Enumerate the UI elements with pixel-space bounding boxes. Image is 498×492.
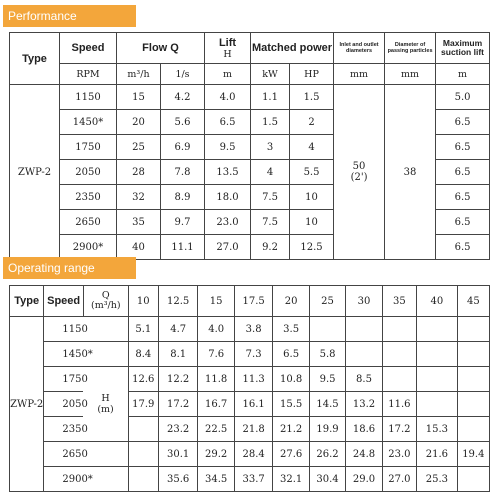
lift-cell: 23.0: [205, 210, 251, 235]
lift-unit: m: [205, 64, 251, 85]
table-row: [10, 317, 490, 342]
value-cell: [457, 367, 489, 392]
table-row: [10, 342, 490, 367]
value-cell: [457, 392, 489, 417]
value-cell: 21.2: [273, 417, 309, 442]
suction-cell: 6.5: [436, 185, 490, 210]
flow-col: 17.5: [234, 286, 273, 317]
lift-label: Lift: [218, 36, 237, 49]
type-header: Type: [10, 33, 60, 85]
hp-cell: 5.5: [290, 160, 334, 185]
value-cell: 16.7: [198, 392, 234, 417]
lift-cell: 6.5: [205, 110, 251, 135]
value-cell: 19.9: [309, 417, 345, 442]
flow-col: 40: [417, 286, 458, 317]
value-cell: [417, 317, 458, 342]
lift-symbol: H: [223, 48, 232, 60]
inlet-header: Inlet and outlet diameters: [334, 33, 385, 64]
inlet-value-mm: 50: [352, 161, 366, 172]
hp-cell: 4: [290, 135, 334, 160]
kw-cell: 3: [251, 135, 290, 160]
value-cell: 15.5: [273, 392, 309, 417]
value-cell: 8.5: [346, 367, 382, 392]
flow-ls-cell: 4.2: [161, 85, 205, 110]
hp-cell: 2: [290, 110, 334, 135]
value-cell: 7.6: [198, 342, 234, 367]
h-label: H: [101, 393, 110, 404]
kw-cell: 7.5: [251, 185, 290, 210]
flow-ls-cell: 8.9: [161, 185, 205, 210]
passing-value: 38: [385, 85, 436, 260]
kw-cell: 1.1: [251, 85, 290, 110]
lift-cell: 13.5: [205, 160, 251, 185]
speed-cell: 2650: [44, 442, 128, 467]
value-cell: 34.5: [198, 467, 234, 492]
passing-header: Diameter of passing particles: [385, 33, 436, 64]
value-cell: [382, 317, 416, 342]
value-cell: 33.7: [234, 467, 273, 492]
flow-col: 30: [346, 286, 382, 317]
value-cell: [417, 367, 458, 392]
value-cell: 35.6: [158, 467, 198, 492]
flow-m3h-cell: 20: [117, 110, 161, 135]
value-cell: [457, 467, 489, 492]
value-cell: 16.1: [234, 392, 273, 417]
value-cell: [346, 342, 382, 367]
value-cell: 13.2: [346, 392, 382, 417]
value-cell: [382, 367, 416, 392]
value-cell: 26.2: [309, 442, 345, 467]
value-cell: 25.3: [417, 467, 458, 492]
value-cell: 29.0: [346, 467, 382, 492]
value-cell: 21.8: [234, 417, 273, 442]
value-cell: [128, 467, 158, 492]
value-cell: [457, 417, 489, 442]
h-header: [83, 367, 128, 442]
flow-m3h-cell: 32: [117, 185, 161, 210]
suction-unit: m: [436, 64, 490, 85]
value-cell: 7.3: [234, 342, 273, 367]
value-cell: 32.1: [273, 467, 309, 492]
speed-cell: 2050: [60, 160, 117, 185]
value-cell: 22.5: [198, 417, 234, 442]
flow-col: 20: [273, 286, 309, 317]
performance-unit-row: [10, 64, 490, 85]
value-cell: 27.0: [382, 467, 416, 492]
flow-m3h-cell: 15: [117, 85, 161, 110]
speed-cell: 1450*: [44, 342, 128, 367]
suction-cell: 6.5: [436, 160, 490, 185]
power-header: Matched power: [251, 33, 334, 64]
lift-cell: 4.0: [205, 85, 251, 110]
flow-col: 35: [382, 286, 416, 317]
speed-cell: 2050: [44, 392, 84, 417]
q-unit: (m³/h): [91, 300, 121, 311]
speed-header: Speed: [60, 33, 117, 64]
flow-ls-cell: 5.6: [161, 110, 205, 135]
inlet-value: [334, 85, 385, 260]
type-value: ZWP-2: [10, 317, 44, 492]
power-unit-hp: HP: [290, 64, 334, 85]
value-cell: 17.9: [128, 392, 158, 417]
flow-ls-cell: 6.9: [161, 135, 205, 160]
speed-cell: 2650: [60, 210, 117, 235]
passing-unit: mm: [385, 64, 436, 85]
table-row: [10, 417, 490, 442]
lift-header: [205, 33, 251, 64]
flow-ls-cell: 9.7: [161, 210, 205, 235]
value-cell: 4.7: [158, 317, 198, 342]
value-cell: 8.4: [128, 342, 158, 367]
value-cell: [128, 442, 158, 467]
speed-cell: 1150: [60, 85, 117, 110]
value-cell: [457, 342, 489, 367]
value-cell: 17.2: [382, 417, 416, 442]
suction-cell: 5.0: [436, 85, 490, 110]
value-cell: [128, 417, 158, 442]
value-cell: 23.0: [382, 442, 416, 467]
value-cell: 17.2: [158, 392, 198, 417]
hp-cell: 1.5: [290, 85, 334, 110]
lift-cell: 27.0: [205, 235, 251, 260]
value-cell: 9.5: [309, 367, 345, 392]
value-cell: [457, 317, 489, 342]
speed-cell: 2900*: [44, 467, 128, 492]
value-cell: 12.2: [158, 367, 198, 392]
speed-cell: 1750: [60, 135, 117, 160]
value-cell: 12.6: [128, 367, 158, 392]
power-unit-kw: kW: [251, 64, 290, 85]
kw-cell: 7.5: [251, 210, 290, 235]
operating-section-title: Operating range: [3, 257, 136, 279]
type-value: ZWP-2: [10, 85, 60, 260]
speed-unit: RPM: [60, 64, 117, 85]
value-cell: 11.8: [198, 367, 234, 392]
flow-m3h-cell: 28: [117, 160, 161, 185]
flow-header: Flow Q: [117, 33, 205, 64]
performance-header-row: [10, 33, 490, 64]
operating-table: [9, 285, 490, 492]
value-cell: 30.1: [158, 442, 198, 467]
value-cell: 11.6: [382, 392, 416, 417]
type-header: Type: [10, 286, 44, 317]
performance-table: [9, 32, 490, 260]
q-header: [83, 286, 128, 317]
value-cell: 15.3: [417, 417, 458, 442]
flow-col: 12.5: [158, 286, 198, 317]
value-cell: 3.8: [234, 317, 273, 342]
suction-cell: 6.5: [436, 135, 490, 160]
value-cell: 8.1: [158, 342, 198, 367]
hp-cell: 10: [290, 185, 334, 210]
value-cell: 29.2: [198, 442, 234, 467]
kw-cell: 1.5: [251, 110, 290, 135]
speed-cell: 1450*: [60, 110, 117, 135]
value-cell: [382, 342, 416, 367]
value-cell: [309, 317, 345, 342]
flow-m3h-cell: 40: [117, 235, 161, 260]
value-cell: 19.4: [457, 442, 489, 467]
flow-col: 15: [198, 286, 234, 317]
speed-cell: 1150: [44, 317, 128, 342]
suction-cell: 6.5: [436, 210, 490, 235]
value-cell: 6.5: [273, 342, 309, 367]
value-cell: 24.8: [346, 442, 382, 467]
speed-cell: 2350: [44, 417, 84, 442]
value-cell: 28.4: [234, 442, 273, 467]
value-cell: 21.6: [417, 442, 458, 467]
flow-unit-ls: 1/s: [161, 64, 205, 85]
flow-ls-cell: 7.8: [161, 160, 205, 185]
suction-cell: 6.5: [436, 110, 490, 135]
flow-col: 45: [457, 286, 489, 317]
value-cell: 30.4: [309, 467, 345, 492]
value-cell: [417, 392, 458, 417]
inlet-value-inch: (2'): [350, 172, 368, 183]
value-cell: 5.8: [309, 342, 345, 367]
value-cell: 27.6: [273, 442, 309, 467]
kw-cell: 4: [251, 160, 290, 185]
speed-cell: 2350: [60, 185, 117, 210]
hp-cell: 12.5: [290, 235, 334, 260]
kw-cell: 9.2: [251, 235, 290, 260]
suction-header: Maximum suction lift: [436, 33, 490, 64]
value-cell: 11.3: [234, 367, 273, 392]
value-cell: [346, 317, 382, 342]
table-row: [10, 467, 490, 492]
inlet-unit: mm: [334, 64, 385, 85]
speed-header: Speed: [44, 286, 84, 317]
operating-header-row: [10, 286, 490, 317]
table-row: [10, 392, 490, 417]
value-cell: [417, 342, 458, 367]
suction-cell: 6.5: [436, 235, 490, 260]
flow-col: 25: [309, 286, 345, 317]
hp-cell: 10: [290, 210, 334, 235]
value-cell: 18.6: [346, 417, 382, 442]
performance-section-title: Performance parameters: [3, 5, 136, 27]
value-cell: 4.0: [198, 317, 234, 342]
value-cell: 3.5: [273, 317, 309, 342]
h-unit: (m): [97, 404, 114, 415]
lift-cell: 9.5: [205, 135, 251, 160]
flow-col: 10: [128, 286, 158, 317]
flow-unit-m3h: m³/h: [117, 64, 161, 85]
table-row: [10, 442, 490, 467]
speed-cell: 2900*: [60, 235, 117, 260]
flow-m3h-cell: 35: [117, 210, 161, 235]
lift-cell: 18.0: [205, 185, 251, 210]
table-row: [10, 367, 490, 392]
value-cell: 10.8: [273, 367, 309, 392]
value-cell: 14.5: [309, 392, 345, 417]
speed-cell: 1750: [44, 367, 84, 392]
q-label: Q: [101, 290, 110, 301]
flow-m3h-cell: 25: [117, 135, 161, 160]
value-cell: 23.2: [158, 417, 198, 442]
flow-ls-cell: 11.1: [161, 235, 205, 260]
table-row: [10, 85, 490, 110]
value-cell: 5.1: [128, 317, 158, 342]
